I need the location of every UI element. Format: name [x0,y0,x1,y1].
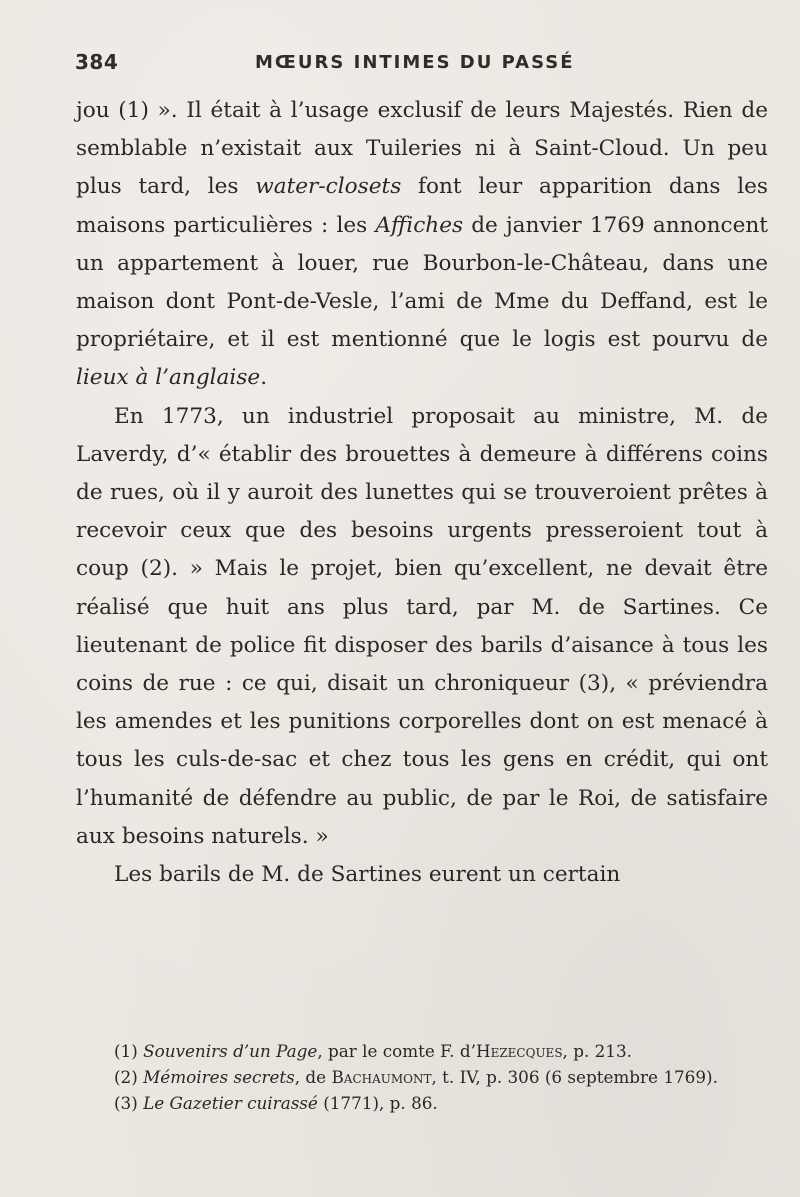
footnote-2-author: Bachaumont [331,1067,432,1088]
footnote-2-number: (2) [114,1067,144,1088]
footnote-3-text-b: (1771), p. 86. [317,1093,438,1114]
footnote-1-number: (1) [114,1041,144,1061]
footnote-2 [76,1064,768,1090]
running-title: MŒURS INTIMES DU PASSÉ [255,52,575,73]
p1-text-2: font leur apparition dans les maisons particulières : les [76,174,768,238]
page-header [75,44,765,84]
main-text [76,92,768,894]
footnote-3 [76,1090,768,1116]
footnote-1-title: Souvenirs d’un Page [143,1041,318,1061]
footnote-1 [76,1038,768,1064]
footnote-2-text-b: , t. IV, p. 306 (6 septembre 1769). [431,1067,718,1088]
footnote-1-text-b: , p. 213. [562,1041,632,1061]
paragraph-2: En 1773, un industriel proposait au ministre, M. de Laverdy, d’« établir des brouettes à demeure à différens coins de rues, où il y auroit des lunettes qui se trouveroient prêtes à recevoir ceux que des besoins urgents presseroient tout à coup (2). » Mais le projet, bien qu’excellent, ne devait être réalisé que huit ans plus tard, par M. de Sartines. Ce lieutenant de police fit disposer des barils d’aisance à tous les coins de rue : ce qui, disait un chroniqueur (3), « préviendra les amendes et les punitions corporelles dont on est menacé à tous les culs-de-sac et chez tous les gens en crédit, qui ont l’humanité de défendre au public, de par le Roi, de satisfaire aux besoins naturels. » [76,403,768,849]
footnote-2-title: Mémoires secrets [143,1067,295,1088]
p1-italic-water-closets: water-closets [255,174,402,200]
footnote-1-author: Hezecques [475,1041,563,1061]
footnotes [76,1038,768,1117]
p1-text-4: . [260,365,268,391]
p1-italic-affiches: Affiches [375,212,464,238]
paragraph-3: Les barils de M. de Sartines eurent un certain [114,862,621,888]
footnote-3-number: (3) [114,1093,144,1114]
footnote-3-title: Le Gazetier cuirassé [143,1093,318,1114]
p1-text-3: de janvier 1769 annoncent un appartement à louer, rue Bourbon-le-Château, dans une maison dont Pont-de-Vesle, l’ami de Mme du Deffand, est le propriétaire, et il est mentionné que le logis est pourvu de [76,212,768,353]
paragraph-1 [76,92,768,398]
p1-text-1: jou (1) ». Il était à l’usage exclusif de leurs Majestés. Rien de semblable n’existait aux Tuileries ni à Saint-Cloud. Un peu plus tard, les [76,98,768,200]
page-number: 384 [75,50,119,74]
footnote-1-text-a: , par le comte F. d’ [317,1041,476,1061]
p1-italic-lieux: lieux à l’anglaise [76,365,261,391]
footnote-2-text-a: , de [294,1067,332,1088]
